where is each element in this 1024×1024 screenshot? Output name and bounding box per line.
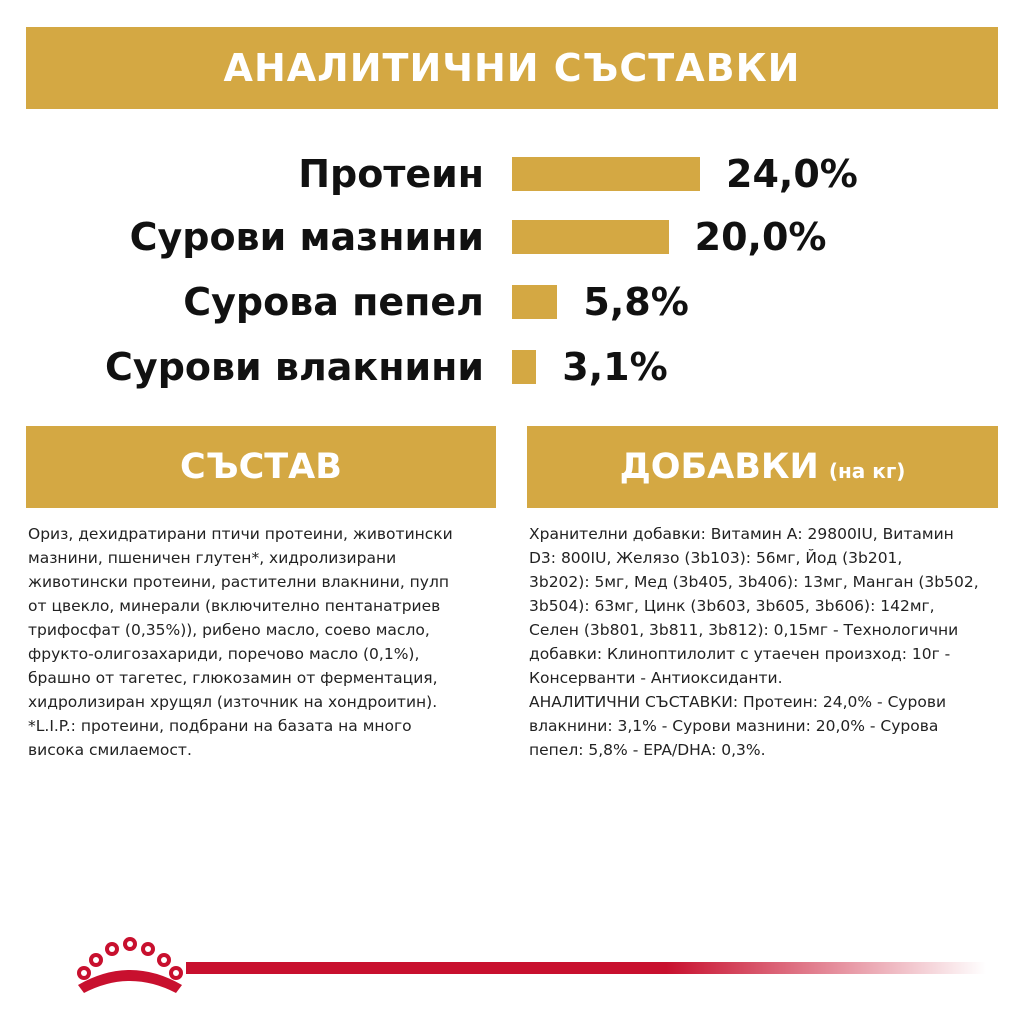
analytics-value: 24,0% — [726, 152, 858, 196]
analytics-value: 3,1% — [562, 345, 668, 389]
composition-text: Ориз, дехидратирани птичи протеини, животински мазнини, пшеничен глутен*, хидролизирани животински протеини, растителни влакнини, пулп от цвекло, минерали (включително пентанатриев трифосфат (0,35%)), рибено масло, соево масло, фрукто-олигозахариди, поречово масло (0,1%), брашно от тагетес, глюкозамин от ферментация, хидролизиран хрущял (източник на хондроитин). *L.I.P.: протеини, подбрани на базата на много висока смилаемост. — [28, 525, 453, 759]
analytics-row — [0, 146, 1024, 202]
analytics-bar — [512, 157, 700, 191]
additives-title: ДОБАВКИ — [619, 447, 819, 487]
crown-logo-icon — [72, 935, 188, 997]
analytics-value: 20,0% — [694, 215, 827, 259]
composition-title: СЪСТАВ — [180, 447, 342, 487]
analytics-value: 5,8% — [583, 280, 689, 324]
analytics-label: Сурови влакнини — [105, 345, 484, 389]
analytics-label: Протеин — [298, 152, 484, 196]
analytics-label: Сурова пепел — [183, 280, 484, 324]
composition-header-banner — [26, 426, 496, 508]
additives-header-banner — [527, 426, 998, 508]
analytics-row — [0, 209, 1024, 265]
analytics-header-banner — [26, 27, 998, 109]
additives-text: Хранителни добавки: Витамин А: 29800IU, Витамин D3: 800IU, Желязо (3b103): 56мг, Йод (3b201, 3b202): 5мг, Мед (3b405, 3b406): 13мг, Манган (3b502, 3b504): 63мг, Цинк (3b603, 3b605, 3b606): 142мг, Селен (3b801, 3b811, 3b812): 0,15мг - Технологични добавки: Клиноптилолит с утаечен произход: 10г - Консерванти - Антиоксиданти. АНАЛИТИЧНИ СЪСТАВКИ: Протеин: 24,0% - Сурови влакнини: 3,1% - Сурови мазнини: 20,0% - Сурова пепел: 5,8% - EPA/DHA: 0,3%. — [529, 525, 979, 759]
analytics-bar — [512, 350, 536, 384]
footer-red-line — [186, 962, 986, 974]
analytics-row — [0, 274, 1024, 330]
analytics-bar — [512, 285, 557, 319]
analytics-label: Сурови мазнини — [129, 215, 484, 259]
analytics-title: АНАЛИТИЧНИ СЪСТАВКИ — [223, 46, 801, 90]
additives-unit: (на кг) — [828, 459, 906, 483]
analytics-row — [0, 339, 1024, 395]
analytics-bar — [512, 220, 669, 254]
